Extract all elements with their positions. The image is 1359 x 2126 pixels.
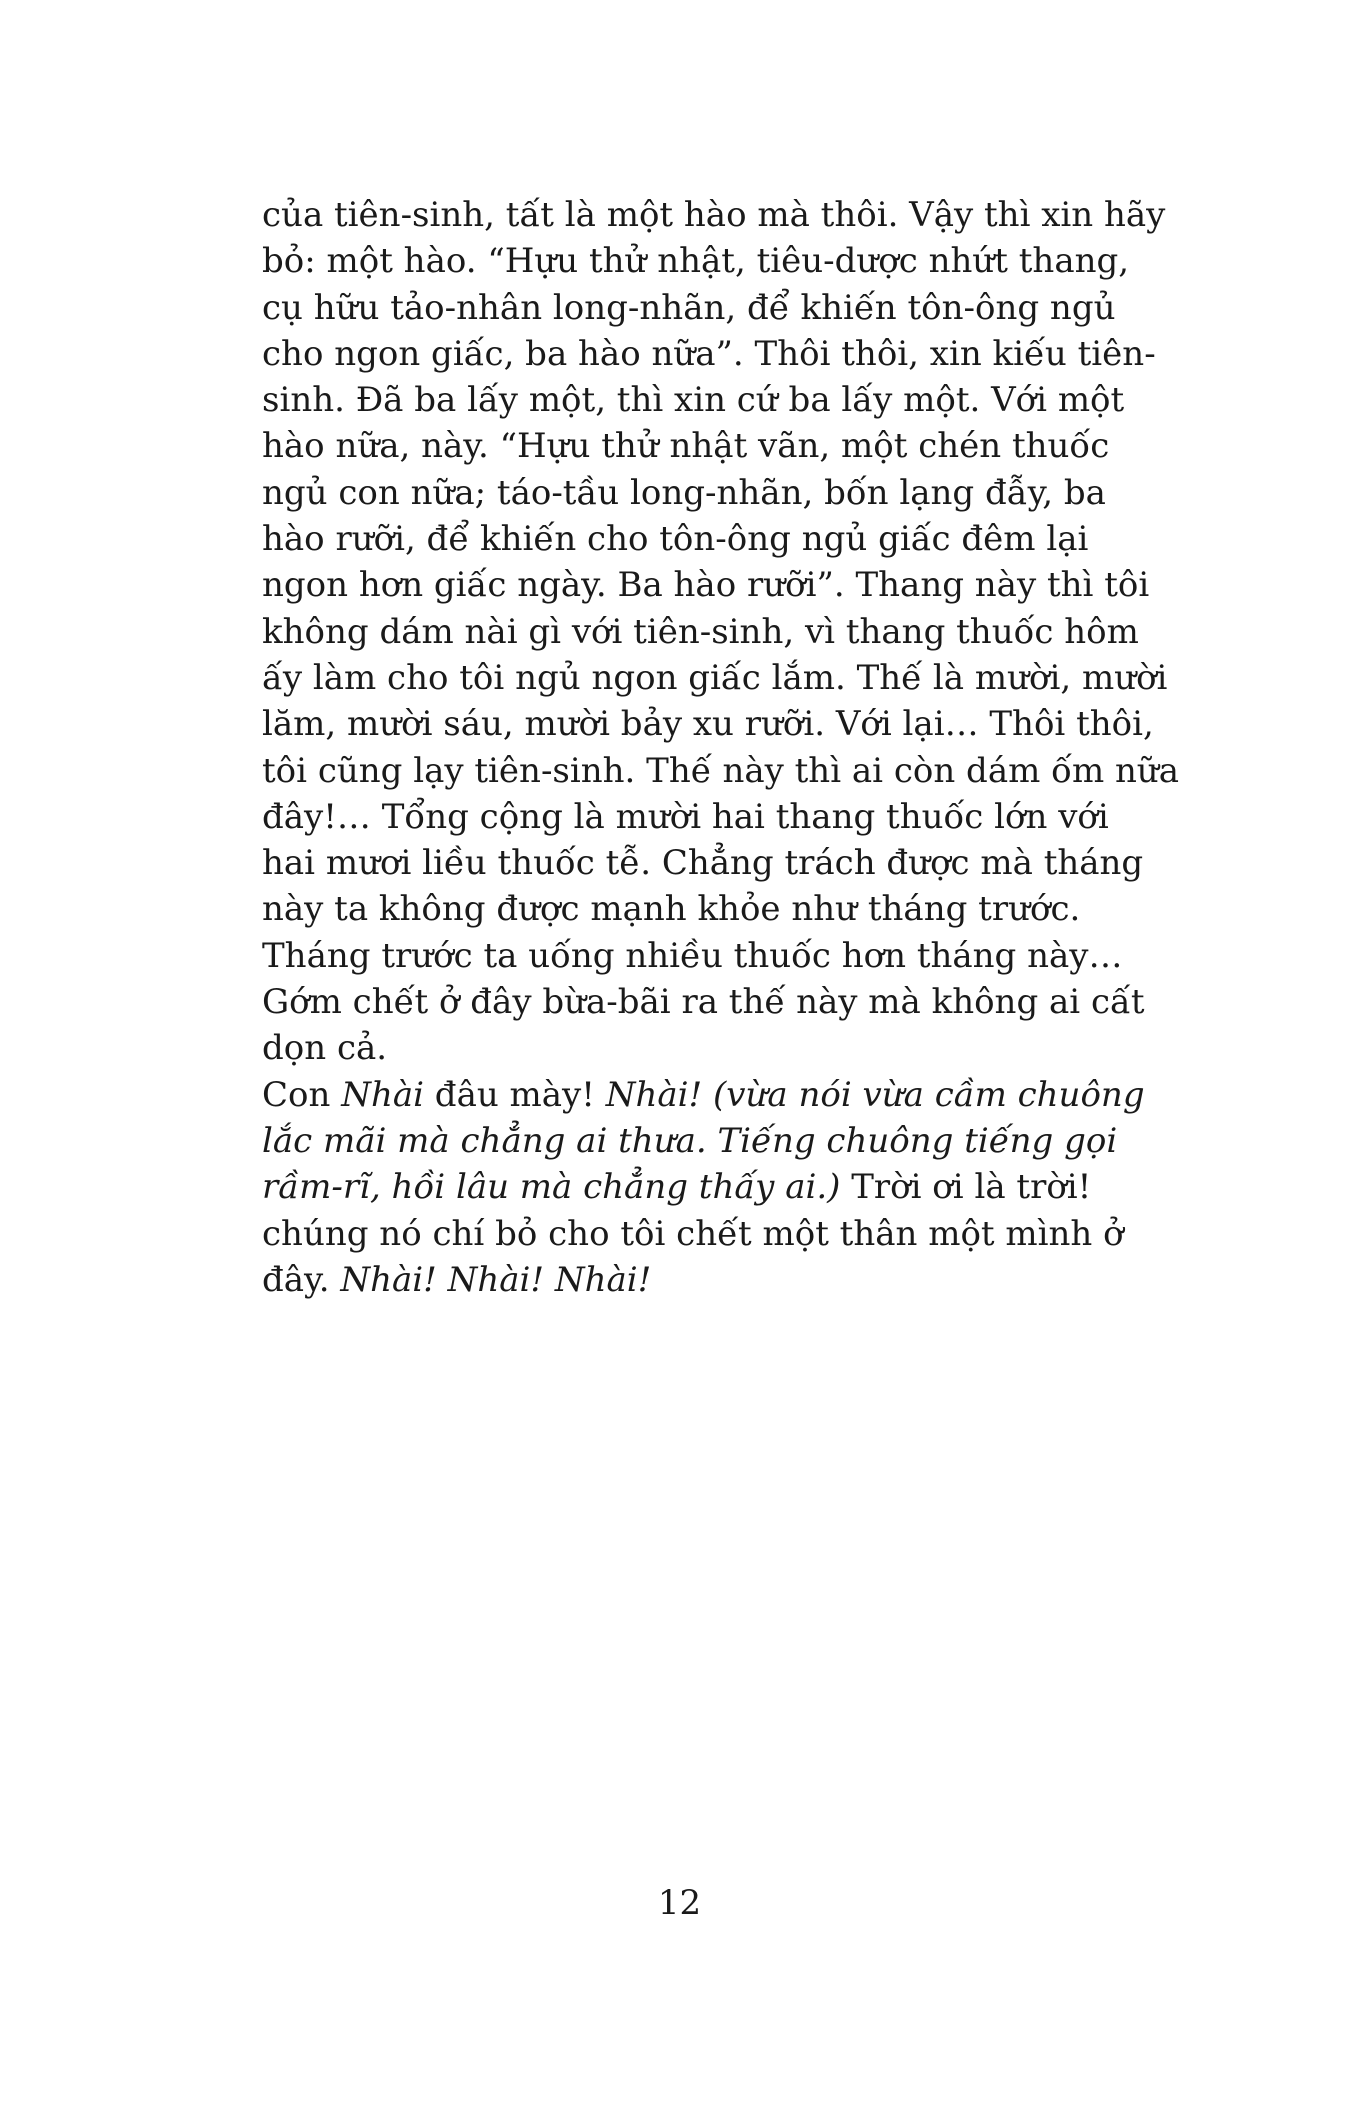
text-segment: không dám nài gì với tiên-sinh, vì thang thuốc hôm <box>262 611 1139 652</box>
text-segment: hai mươi liều thuốc tễ. Chẳng trách được mà tháng <box>262 843 1144 884</box>
text-line <box>262 562 1150 608</box>
text-line <box>262 516 1089 562</box>
text-line <box>262 1164 1092 1210</box>
text-line <box>262 886 1081 932</box>
text-segment: bỏ: một hào. “Hựu thử nhật, tiêu-dược nhứt thang, <box>262 241 1130 282</box>
paragraph <box>262 192 1180 1072</box>
text-segment: Tháng trước ta uống nhiều thuốc hơn tháng này… <box>262 935 1123 976</box>
text-line <box>262 609 1139 655</box>
text-segment: Con <box>262 1074 342 1115</box>
text-line <box>262 794 1109 840</box>
paragraph <box>262 1072 1145 1303</box>
text-line <box>262 1025 1057 1071</box>
italic-text: Nhài <box>341 1074 424 1115</box>
text-line <box>262 1118 1118 1164</box>
text-segment: ngủ con nữa; táo-tầu long-nhãn, bốn lạng đẫy, ba <box>262 472 1106 513</box>
text-segment: cụ hữu tảo-nhân long-nhãn, để khiến tôn-ông ngủ <box>262 287 1116 328</box>
italic-text: lắc mãi mà chẳng ai thưa. Tiếng chuông tiếng gọi <box>262 1120 1118 1161</box>
text-segment: cho ngon giấc, ba hào nữa”. Thôi thôi, xin kiếu tiên- <box>262 333 1156 374</box>
italic-text: Nhài! (vừa nói vừa cầm chuông <box>605 1074 1145 1115</box>
text-line <box>262 331 1156 377</box>
text-segment: hào nữa, này. “Hựu thử nhật vãn, một chén thuốc <box>262 426 1110 467</box>
text-segment: chúng nó chí bỏ cho tôi chết một thân một mình ở <box>262 1213 1124 1254</box>
text-segment: tôi cũng lạy tiên-sinh. Thế này thì ai còn dám ốm nữa <box>262 750 1180 791</box>
text-line <box>262 238 1130 284</box>
text-line <box>262 655 1168 701</box>
text-line <box>262 840 1144 886</box>
text-line <box>262 979 1145 1025</box>
page-number: 12 <box>657 1883 702 1923</box>
text-segment: ấy làm cho tôi ngủ ngon giấc lắm. Thế là mười, mười <box>262 657 1168 698</box>
text-segment: lăm, mười sáu, mười bảy xu rưỡi. Với lại… Thôi thôi, <box>262 704 1154 745</box>
text-segment: Trời ơi là trời! <box>840 1167 1092 1208</box>
text-line <box>262 748 1180 794</box>
text-segment: đây. <box>262 1259 341 1300</box>
italic-text: rầm-rĩ, hồi lâu mà chẳng thấy ai.) <box>262 1167 841 1208</box>
text-line <box>262 1211 1124 1257</box>
text-line <box>262 470 1106 516</box>
text-line <box>262 1072 1145 1118</box>
text-line <box>262 192 1166 238</box>
text-line <box>262 1257 1057 1303</box>
text-segment: hào rưỡi, để khiến cho tôn-ông ngủ giấc đêm lại <box>262 519 1089 560</box>
text-segment: ngon hơn giấc ngày. Ba hào rưỡi”. Thang này thì tôi <box>262 565 1150 606</box>
text-line <box>262 285 1116 331</box>
text-segment: đây!… Tổng cộng là mười hai thang thuốc lớn với <box>262 796 1109 837</box>
text-line <box>262 377 1125 423</box>
text-segment: đâu mày! <box>424 1074 606 1115</box>
text-segment: dọn cả. <box>262 1028 388 1069</box>
text-segment: này ta không được mạnh khỏe như tháng trước. <box>262 889 1081 930</box>
italic-text: Nhài! Nhài! Nhài! <box>340 1259 652 1300</box>
text-line <box>262 933 1123 979</box>
page-body-text <box>262 192 1180 1303</box>
text-segment: Gớm chết ở đây bừa-bãi ra thế này mà không ai cất <box>262 982 1145 1023</box>
text-line <box>262 701 1154 747</box>
text-line <box>262 423 1110 469</box>
text-segment: sinh. Đã ba lấy một, thì xin cứ ba lấy một. Với một <box>262 380 1125 421</box>
text-segment: của tiên-sinh, tất là một hào mà thôi. Vậy thì xin hãy <box>262 195 1166 235</box>
